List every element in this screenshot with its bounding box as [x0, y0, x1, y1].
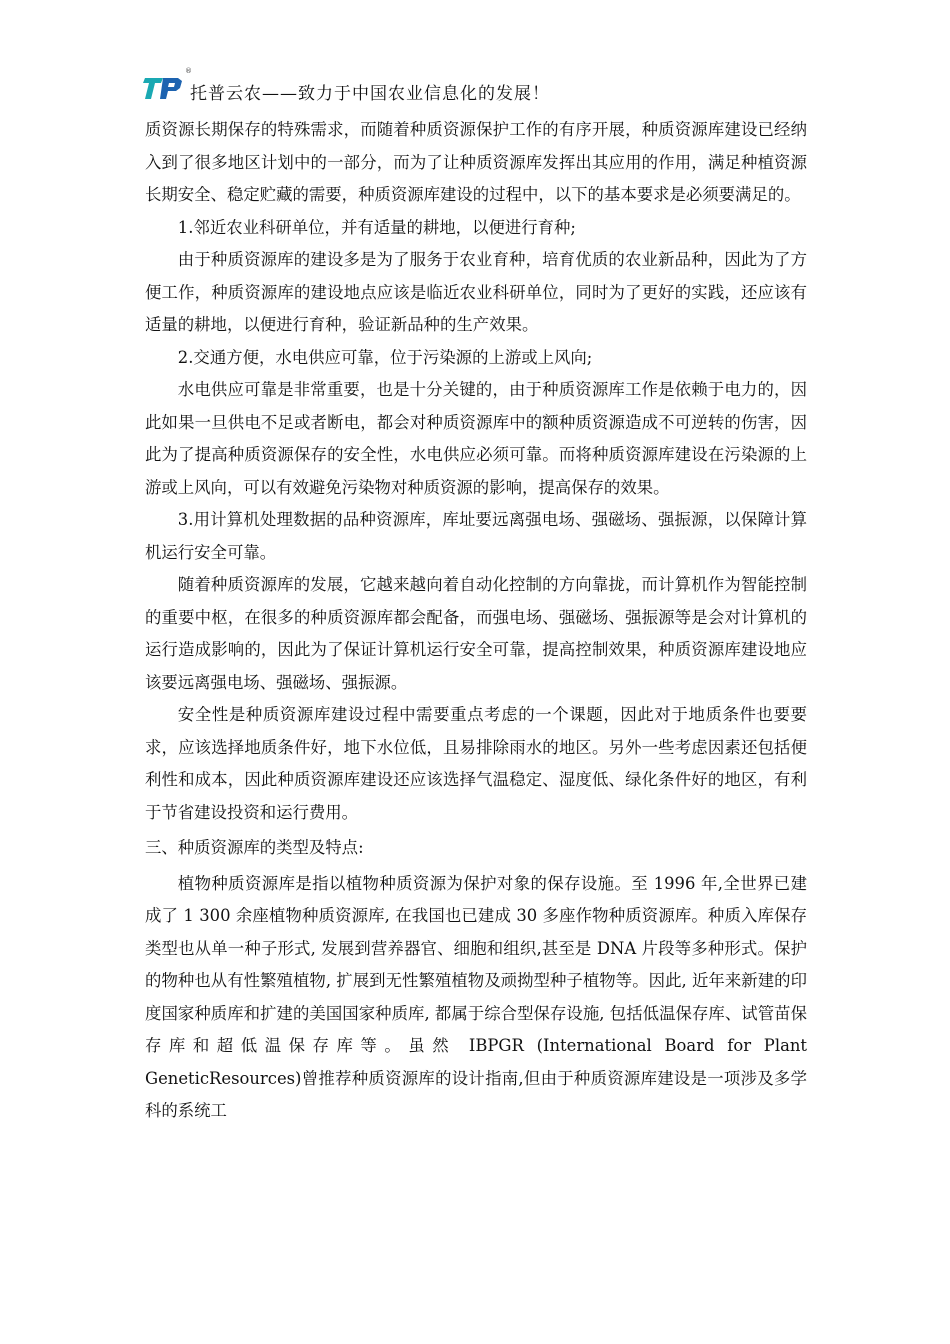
requirement-3: 3.用计算机处理数据的品种资源库，库址要远离强电场、强磁场、强振源，以保障计算机运行安全可靠。: [145, 510, 807, 562]
tp-logo-icon: [142, 69, 188, 103]
registered-mark: ®: [185, 67, 192, 75]
paragraph-types: 植物种质资源库是指以植物种质资源为保护对象的保存设施。至 1996 年,全世界已建成了 1 300 余座植物种质资源库, 在我国也已建成 30 多座作物种质资源库。种质入库保存类型也从单一种子形式, 发展到营养器官、细胞和组织,甚至是 DNA 片段等多种形式。保护的物种也从有性繁殖植物, 扩展到无性繁殖植物及顽拗型种子植物等。因此, 近年来新建的印度国家种质库和扩建的美国国家种质库, 都属于综合型保存设施, 包括低温保存库、试管苗保存库和超低温保存库等。虽然 IBPGR (International Board for Plant GeneticResources)曾推荐种质资源库的设计指南,但由于种质资源库建设是一项涉及多学科的系统工: [145, 873, 807, 1120]
paragraph-intro: 质资源长期保存的特殊需求，而随着种质资源保护工作的有序开展，种质资源库建设已经纳入到了很多地区计划中的一部分，而为了让种质资源库发挥出其应用的作用，满足种植资源长期安全、稳定贮藏的需要，种质资源库建设的过程中，以下的基本要求是必须要满足的。: [145, 120, 807, 204]
document-body: [145, 114, 807, 1128]
section-heading: 三、种质资源库的类型及特点:: [145, 838, 364, 857]
page-header: [142, 66, 550, 106]
paragraph-safety: 安全性是种质资源库建设过程中需要重点考虑的一个课题，因此对于地质条件也要要求，应该选择地质条件好，地下水位低，且易排除雨水的地区。另外一些考虑因素还包括便利性和成本，因此种质资源库建设还应该选择气温稳定、湿度低、绿化条件好的地区，有利于节省建设投资和运行费用。: [145, 705, 807, 822]
paragraph-requirement-2-detail: 水电供应可靠是非常重要，也是十分关键的，由于种质资源库工作是依赖于电力的，因此如果一旦供电不足或者断电，都会对种质资源库中的额种质资源造成不可逆转的伤害，因此为了提高种质资源保存的安全性，水电供应必须可靠。而将种质资源库建设在污染源的上游或上风向，可以有效避免污染物对种质资源的影响，提高保存的效果。: [145, 380, 807, 497]
header-title: 托普云农——致力于中国农业信息化的发展！: [190, 83, 550, 104]
paragraph-requirement-1-detail: 由于种质资源库的建设多是为了服务于农业育种，培育优质的农业新品种，因此为了方便工作，种质资源库的建设地点应该是临近农业科研单位，同时为了更好的实践，还应该有适量的耕地，以便进行育种，验证新品种的生产效果。: [145, 250, 807, 334]
requirement-1: 1.邻近农业科研单位，并有适量的耕地，以便进行育种;: [177, 217, 576, 237]
requirement-2: 2.交通方便，水电供应可靠，位于污染源的上游或上风向;: [177, 347, 593, 367]
company-logo: [142, 67, 192, 103]
paragraph-requirement-3-detail: 随着种质资源库的发展，它越来越向着自动化控制的方向靠拢，而计算机作为智能控制的重要中枢，在很多的种质资源库都会配备，而强电场、强磁场、强振源等是会对计算机的运行造成影响的，因此为了保证计算机运行安全可靠，提高控制效果，种质资源库建设地应该要远离强电场、强磁场、强振源。: [145, 575, 807, 692]
